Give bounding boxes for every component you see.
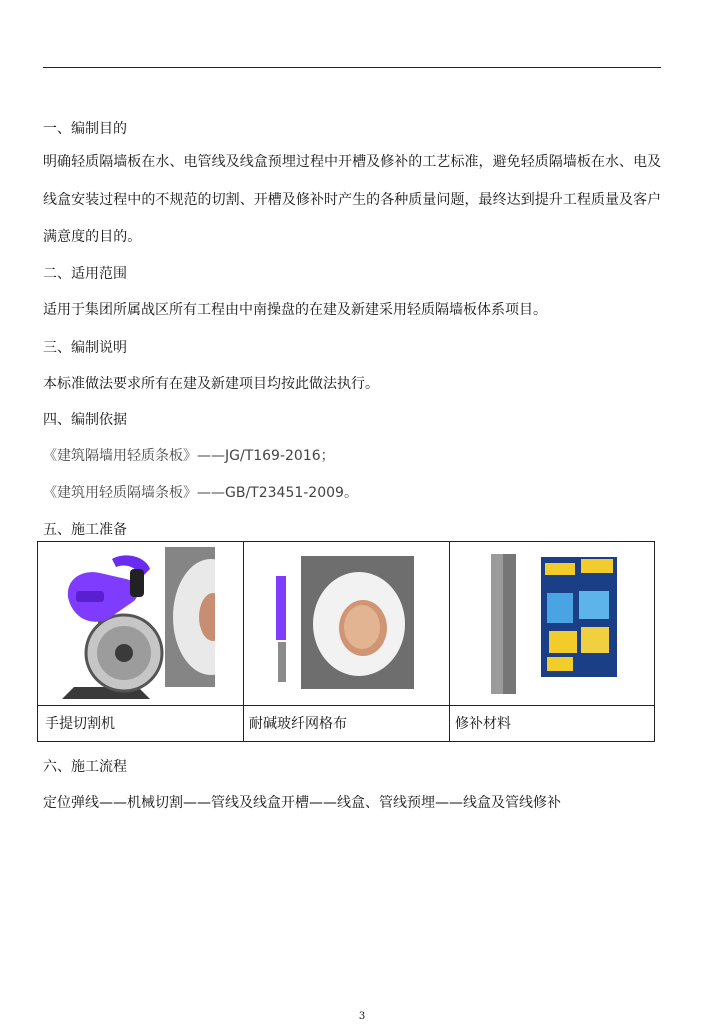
section-6-body: 定位弹线——机械切割——管线及线盒开槽——线盒、管线预埋——线盒及管线修补 xyxy=(43,795,561,811)
page-number: 3 xyxy=(358,1011,366,1022)
section-6-heading: 六、施工流程 xyxy=(43,759,127,775)
section-2-body: 适用于集团所属战区所有工程由中南操盘的在建及新建采用轻质隔墙板体系项目。 xyxy=(43,302,547,318)
section-1-body: 明确轻质隔墙板在水、电管线及线盒预埋过程中开槽及修补的工艺标准，避免轻质隔墙板在水、电及线盒安装过程中的不规范的切割、开槽及修补时产生的各种质量问题，最终达到提升工程质量及客户满意度的目的。 xyxy=(43,154,662,245)
section-3-heading: 三、编制说明 xyxy=(43,340,127,356)
section-4-heading: 四、编制依据 xyxy=(43,412,127,428)
cutting-machine-photo xyxy=(274,572,288,684)
section-1-heading: 一、编制目的 xyxy=(43,121,127,137)
preparation-table xyxy=(37,541,655,742)
table-cell-label: 耐碱玻纤网格布 xyxy=(249,716,347,732)
mesh-tape-roll-photo xyxy=(301,556,414,689)
reference-item: 《建筑隔墙用轻质条板》——JG/T169-2016； xyxy=(43,448,335,464)
reference-item: 《建筑用轻质隔墙条板》——GB/T23451-2009。 xyxy=(43,485,358,501)
header-rule xyxy=(43,67,661,68)
cutting-machine-photo xyxy=(46,549,164,702)
section-3-body: 本标准做法要求所有在建及新建项目均按此做法执行。 xyxy=(43,376,379,392)
table-cell-label: 手提切割机 xyxy=(45,716,115,732)
section-5-heading: 五、施工准备 xyxy=(43,522,127,538)
repair-material-bags-photo xyxy=(541,557,617,677)
mesh-tape-roll-photo xyxy=(165,547,215,687)
section-2-heading: 二、适用范围 xyxy=(43,266,127,282)
mesh-tape-roll-photo xyxy=(491,554,516,694)
table-cell-label: 修补材料 xyxy=(455,716,511,732)
